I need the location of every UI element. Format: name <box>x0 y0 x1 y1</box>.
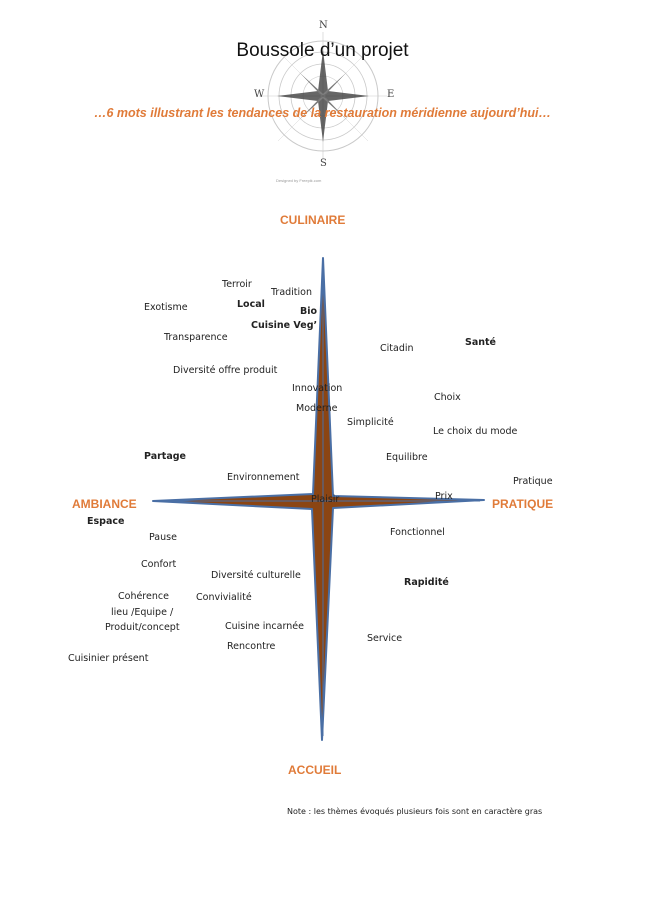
word-exotisme: Exotisme <box>144 302 188 313</box>
word-le-choix-du-mode: Le choix du mode <box>433 426 518 437</box>
compass-west-label: W <box>254 89 265 100</box>
word-local: Local <box>237 299 265 310</box>
word-terroir: Terroir <box>222 279 252 290</box>
word-convivialite: Convivialité <box>196 592 252 603</box>
word-rencontre: Rencontre <box>227 641 276 652</box>
word-cuisinier-present: Cuisinier présent <box>68 653 149 664</box>
compass-south-label: S <box>320 158 327 169</box>
word-cuisine-veg: Cuisine Veg’ <box>251 320 318 331</box>
word-equilibre: Equilibre <box>386 452 428 463</box>
axis-label-pratique: PRATIQUE <box>492 497 554 511</box>
compass-east-label: E <box>387 89 395 100</box>
word-environnement: Environnement <box>227 472 300 483</box>
word-coherence-line-2: lieu /Equipe / <box>111 607 174 618</box>
word-citadin: Citadin <box>380 343 414 354</box>
compass-credit: Designed by Freepik.com <box>276 178 322 183</box>
word-partage: Partage <box>144 451 186 462</box>
word-tradition: Tradition <box>271 287 313 298</box>
word-coherence-line-3: Produit/concept <box>105 622 180 633</box>
word-fonctionnel: Fonctionnel <box>390 527 445 538</box>
word-pause: Pause <box>149 532 177 543</box>
word-transparence: Transparence <box>164 332 228 343</box>
word-moderne: Moderne <box>296 403 338 414</box>
word-pratique: Pratique <box>513 476 553 487</box>
word-cuisine-incarnee: Cuisine incarnée <box>225 621 304 632</box>
word-confort: Confort <box>141 559 177 570</box>
page-title: Boussole d’un projet <box>236 40 409 61</box>
axis-label-accueil: ACCUEIL <box>288 763 342 777</box>
word-sante: Santé <box>465 337 497 348</box>
axis-label-ambiance: AMBIANCE <box>72 497 137 511</box>
word-service: Service <box>367 633 403 644</box>
word-espace: Espace <box>87 516 125 527</box>
word-plaisir: Plaisir <box>311 494 340 505</box>
axis-label-culinaire: CULINAIRE <box>280 213 346 227</box>
footnote: Note : les thèmes évoqués plusieurs fois sont en caractère gras <box>287 807 543 816</box>
word-bio: Bio <box>300 306 318 317</box>
word-choix: Choix <box>434 392 461 403</box>
word-diversite-culturelle: Diversité culturelle <box>211 570 301 581</box>
compass-north-label: N <box>319 20 328 31</box>
word-simplicite: Simplicité <box>347 417 394 428</box>
word-rapidite: Rapidité <box>404 577 449 588</box>
word-prix: Prix <box>435 491 453 502</box>
word-innovation: Innovation <box>292 383 343 394</box>
page-subtitle: …6 mots illustrant les tendances de la restauration méridienne aujourd’hui… <box>93 106 552 120</box>
word-diversite-offre-produit: Diversité offre produit <box>173 365 278 376</box>
word-coherence-line-1: Cohérence <box>118 591 169 602</box>
